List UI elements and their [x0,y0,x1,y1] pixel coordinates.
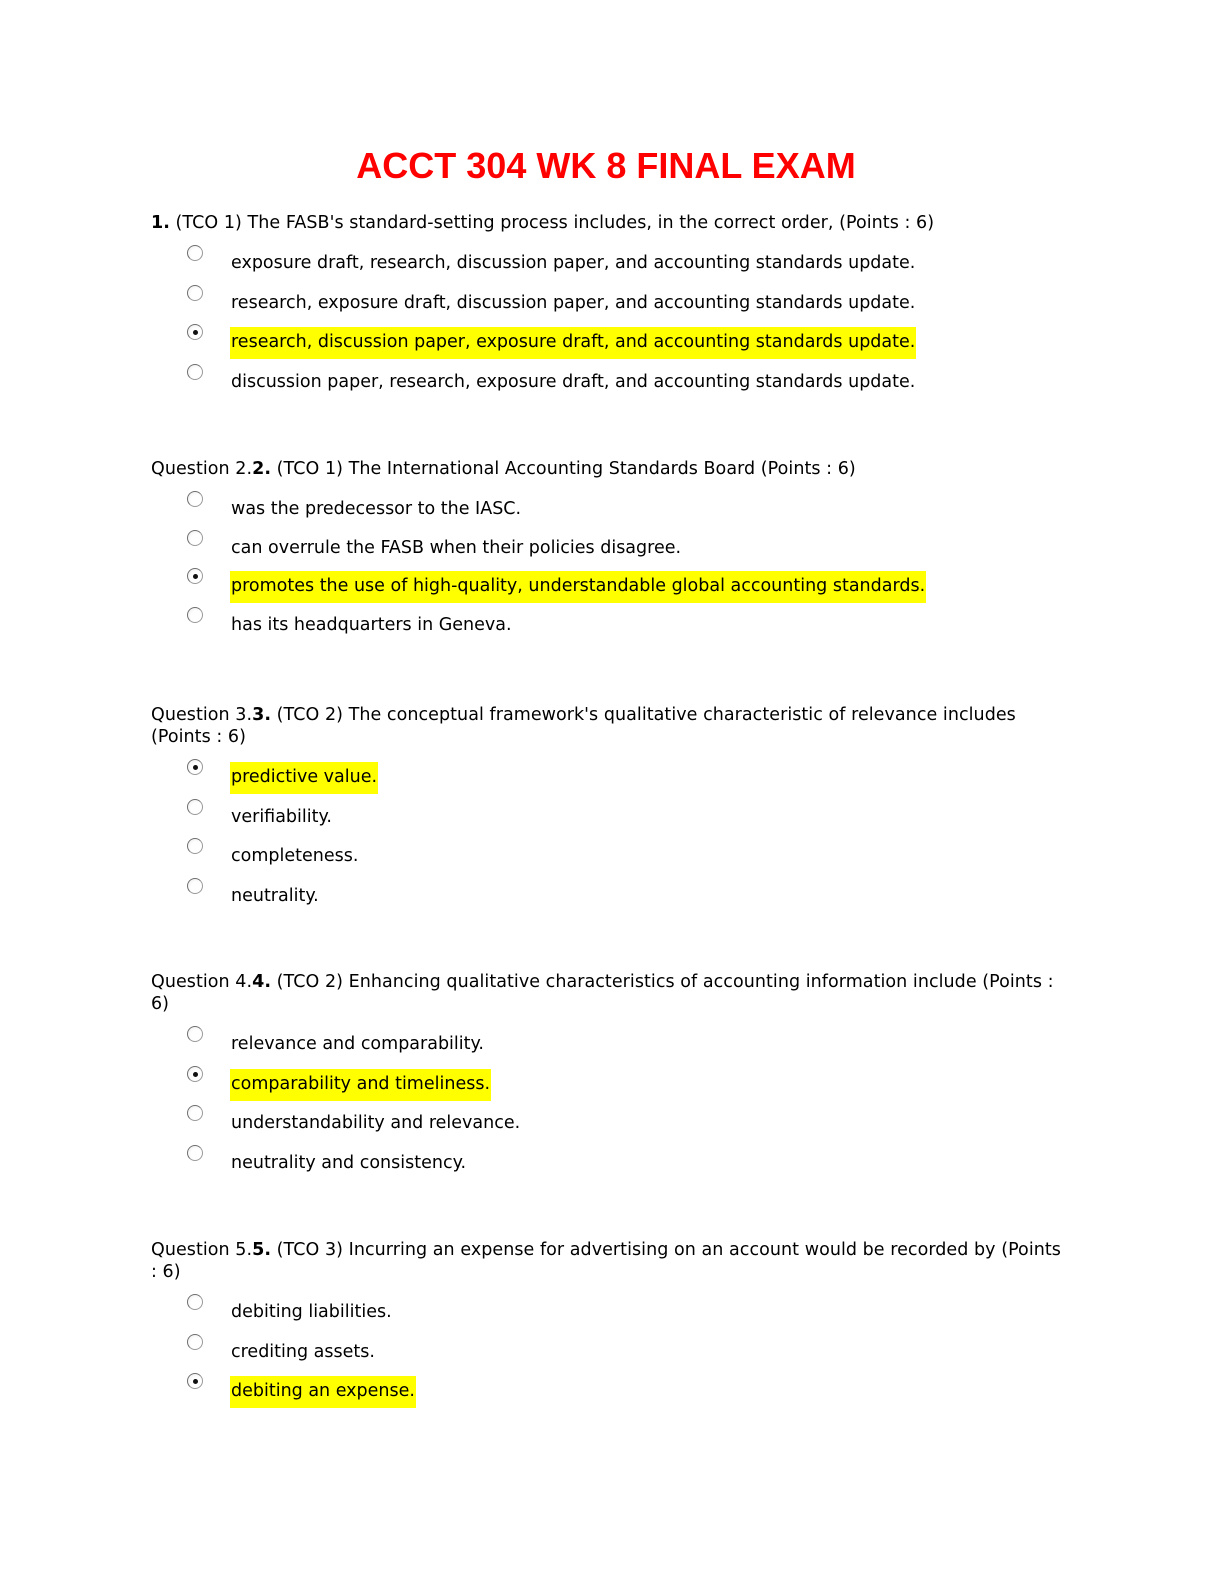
answer-option-text: discussion paper, research, exposure draft, and accounting standards update. [231,371,916,392]
radio-button-icon[interactable] [187,799,203,815]
question-text: (TCO 3) Incurring an expense for advertising on an account would be recorded by (Points : 6) [151,1240,1061,1282]
radio-button-icon[interactable] [187,285,203,301]
radio-button-icon[interactable] [187,1026,203,1042]
answer-option-text: neutrality. [231,885,319,906]
question-number: 5. [252,1240,272,1260]
answer-option-text: understandability and relevance. [231,1113,521,1134]
question-prefix: Question 5. [151,1240,253,1260]
radio-button-icon[interactable] [187,245,203,261]
question-text: (TCO 2) The conceptual framework's qualitative characteristic of relevance includes (Points : 6) [151,705,1016,747]
answer-options [151,245,1071,403]
question-number: 1. [151,213,170,233]
answer-option[interactable] [151,491,1071,530]
question-4 [151,971,1071,1184]
radio-button-icon[interactable] [187,1294,203,1310]
radio-button-icon[interactable] [187,838,203,854]
question-1 [151,212,1071,403]
answer-option-text: crediting assets. [231,1341,375,1362]
answer-option-selected[interactable] [151,324,1071,364]
radio-button-icon[interactable] [187,1145,203,1161]
answer-option-text: exposure draft, research, discussion paper, and accounting standards update. [231,253,916,273]
answer-options [151,1026,1071,1184]
question-stem [151,212,1071,234]
question-text: (TCO 1) The FASB's standard-setting process includes, in the correct order, (Points : 6) [169,213,935,233]
radio-button-checked-icon[interactable] [187,1373,203,1389]
answer-option-text: research, discussion paper, exposure draft, and accounting standards update. [230,327,916,359]
answer-option[interactable] [151,607,1071,646]
answer-option[interactable] [151,245,1071,285]
answer-option[interactable] [151,364,1071,404]
question-number: 4. [252,972,272,992]
answer-option-text: predictive value. [230,762,378,794]
radio-button-icon[interactable] [187,530,203,546]
answer-option[interactable] [151,285,1071,325]
question-text: (TCO 2) Enhancing qualitative characteristics of accounting information include (Points : 6) [151,972,1054,1014]
radio-button-icon[interactable] [187,878,203,894]
radio-button-icon[interactable] [187,1334,203,1350]
answer-option-text: can overrule the FASB when their policies disagree. [231,537,682,558]
answer-option[interactable] [151,1334,1071,1374]
answer-option-text: was the predecessor to the IASC. [231,499,522,519]
question-stem [151,458,1071,480]
answer-option[interactable] [151,838,1071,878]
answer-option-text: research, exposure draft, discussion paper, and accounting standards update. [231,292,916,313]
answer-option-text: relevance and comparability. [231,1034,484,1054]
answer-options [151,759,1071,917]
answer-option-text: neutrality and consistency. [231,1152,467,1173]
answer-option-selected[interactable] [151,1373,1071,1413]
question-3 [151,704,1071,917]
answer-option-text: has its headquarters in Geneva. [231,614,512,635]
answer-option-selected[interactable] [151,568,1071,607]
answer-option[interactable] [151,1145,1071,1185]
answer-option[interactable] [151,799,1071,839]
answer-option[interactable] [151,1105,1071,1145]
answer-option-text: verifiability. [231,806,332,827]
answer-option-text: completeness. [231,846,359,867]
answer-option-text: debiting an expense. [230,1376,416,1408]
question-number: 3. [252,705,272,725]
question-prefix: Question 2. [151,459,253,479]
question-text: (TCO 1) The International Accounting Standards Board (Points : 6) [271,459,856,479]
question-stem [151,1239,1071,1283]
radio-button-icon[interactable] [187,491,203,507]
radio-button-icon[interactable] [187,607,203,623]
answer-option-text: comparability and timeliness. [230,1069,491,1101]
radio-button-icon[interactable] [187,1105,203,1121]
radio-button-icon[interactable] [187,364,203,380]
answer-option-selected[interactable] [151,759,1071,799]
answer-option[interactable] [151,530,1071,569]
answer-options [151,1294,1071,1413]
radio-button-checked-icon[interactable] [187,324,203,340]
answer-option-selected[interactable] [151,1066,1071,1106]
question-prefix: Question 3. [151,705,253,725]
answer-option[interactable] [151,1026,1071,1066]
answer-options [151,491,1071,645]
question-2 [151,458,1071,645]
answer-option[interactable] [151,1294,1071,1334]
question-number: 2. [252,459,272,479]
answer-option[interactable] [151,878,1071,918]
radio-button-checked-icon[interactable] [187,1066,203,1082]
question-prefix: Question 4. [151,972,253,992]
question-5 [151,1239,1071,1413]
answer-option-text: promotes the use of high-quality, understandable global accounting standards. [230,571,926,603]
question-stem [151,971,1071,1015]
radio-button-checked-icon[interactable] [187,759,203,775]
radio-button-checked-icon[interactable] [187,568,203,584]
question-stem [151,704,1071,748]
answer-option-text: debiting liabilities. [231,1302,392,1322]
page-title: ACCT 304 WK 8 FINAL EXAM [356,145,856,186]
